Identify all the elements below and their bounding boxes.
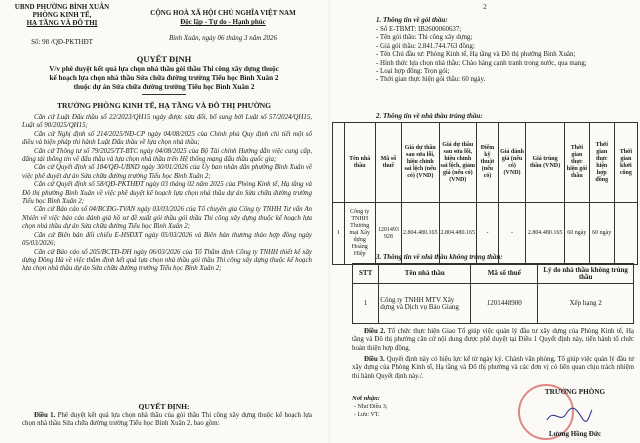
cell: 1201448900 (471, 284, 538, 324)
section-3-title: 3. Thông tin về nhà thầu không trúng thầu: (376, 253, 503, 261)
article-1 (22, 412, 312, 429)
cell: Công ty TNHH MTV Xây dựng và Dịch vụ Bảo Giang (379, 284, 471, 324)
col-header: STT (353, 264, 379, 284)
cell: 60 ngày (589, 203, 614, 265)
recipient-item: - Lưu: VT. (354, 411, 380, 418)
signer-name: Lương Hồng Đức (548, 430, 602, 438)
col-header: Mã số thuế (471, 264, 538, 284)
subject-rule (142, 94, 186, 95)
cell: 2.804.480.165 (526, 203, 565, 265)
cell: - (477, 203, 499, 265)
basis-item: Căn cứ Báo cáo số 04/BCĐG-TVAN ngày 03/03/2026 của Tổ chuyên gia Công ty TNHH Tư vấn An Nhiên về việc báo cáo đánh giá hồ sơ đề xuất gói thầu gói thầu Thi công xây dựng thuộc kế hoạch lựa chọn nhà thầu dự án Sửa chữa đường Tiểu học Bình Xuân 2; (22, 206, 312, 231)
cell (614, 203, 637, 265)
page-number: 2 (483, 3, 487, 11)
package-info (376, 26, 636, 85)
recipient-item: - Như Điều 3; (354, 404, 388, 410)
agency-line-1: UBND PHƯỜNG BÌNH XUÂN (14, 3, 110, 11)
col-header: Thời gian khởi công (614, 123, 637, 203)
article-1-text: Phê duyệt kết quả lựa chọn nhà thầu của gói thầu Thi công xây dựng thuộc kế hoạch lựa chọn nhà thầu Sửa chữa đường trường Tiểu học Bình Xuân 2, bao gồm: (22, 412, 312, 428)
package-info-item: - Tên Chủ đầu tư: Phòng Kinh tế, Hạ tầng và Đô thị phường Bình Xuân; (376, 51, 576, 59)
subject-line-2: kế hoạch lựa chọn nhà thầu Sửa chữa đường trường Tiểu học Bình Xuân 2 (49, 74, 279, 82)
col-header: Tên nhà thầu (379, 264, 471, 284)
article-2-text: Tổ chức thực hiện Giao Tổ giúp việc quản lý đầu tư xây dựng của Phòng Kinh tế, Hạ tầng và Đô thị phường căn cứ nội dung được phê duyệt tại Điều 1 Quyết định này, tiến hành tổ chức hoàn thiện hợp đồng. (352, 328, 634, 352)
basis-item: Căn cứ Biên bản đối chiếu E-HSĐXT ngày 05/03/2026 và Biên bản thương thảo hợp đồng ngày 05/03/2026; (22, 231, 312, 248)
article-3 (352, 356, 634, 381)
basis-item: Căn cứ Quyết định số 184/QĐ-UBND ngày 30/01/2026 của Ủy ban nhân dân phường Bình Xuân về việc phê duyệt dự án Sửa chữa đường trường Tiểu học Bình Xuân 2; (22, 164, 312, 180)
col-header: Tên nhà thầu (344, 123, 375, 203)
recipients-list (354, 404, 387, 419)
package-info-item: - Số E-TBMT: IB2600060637; (376, 26, 462, 33)
cell: Công ty TNHH Thương mại Xây dựng Hoàng Hiệp (344, 203, 375, 265)
cell: 2.804.480.165 (439, 203, 477, 265)
decision-page-2 (330, 0, 640, 443)
place-date: Bình Xuân, ngày 06 tháng 3 năm 2026 (168, 34, 278, 42)
article-3-label: Điều 3. (364, 356, 385, 363)
package-info-item: - Thời gian thực hiện gói thầu: 60 ngày. (376, 76, 486, 84)
losing-bidder-table (352, 263, 634, 324)
package-info-item: - Loại hợp đồng: Trọn gói; (376, 68, 450, 76)
cell: 1201493928 (375, 203, 401, 265)
basis-item: Căn cứ Quyết định số 58/QĐ-PKTHĐT ngày 03 tháng 02 năm 2025 của Phòng Kinh tế, Hạ tầng và Đô thị phường Bình Xuân về việc phê duyệt kế hoạch lựa chọn nhà thầu dự án Sửa chữa đường trường Tiểu học Bình Xuân 2; (22, 181, 312, 206)
article-3-text: Quyết định này có hiệu lực kể từ ngày ký. Chánh văn phòng, Tổ giúp việc quản lý đầu tư xây dựng của Phòng Kinh tế, Hạ tầng và Đô thị phường và các đơn vị có liên quan chịu trách nhiệm thi hành Quyết định này./. (352, 356, 634, 380)
package-info-item: - Giá gói thầu: 2.841.744.763 đồng; (376, 42, 475, 50)
col-header: Lý do nhà thầu không trúng thầu (538, 264, 634, 284)
agency-line-3: HẠ TẦNG VÀ ĐÔ THỊ (26, 19, 98, 27)
package-info-item: - Hình thức lựa chọn nhà thầu: Chào hàng cạnh tranh trong nước, qua mạng; (376, 59, 587, 67)
basis-item: Căn cứ Nghị định số 214/2025/NĐ-CP ngày 04/08/2025 của Chính phủ Quy định chi tiết một số điều và biện pháp thi hành Luật Đấu thầu về lựa chọn nhà thầu; (22, 130, 312, 147)
basis-item: Căn cứ Luật Đấu thầu số 22/2023/QH15 ngày được sửa đổi, bổ sung bởi Luật số 57/2024/QH15, Luật số 90/2025/QH15; (22, 114, 312, 130)
issuing-authority: TRƯỞNG PHÒNG KINH TẾ, HẠ TẦNG VÀ ĐÔ THỊ PHƯỜNG (56, 101, 272, 110)
basis-item: Căn cứ Thông tư số 79/2025/TT-BTC ngày 04/08/2025 của Bộ Tài chính Hướng dẫn việc cung cấp, đăng tải thông tin về đấu thầu và lựa chọn nhà thầu trên Hệ thống mạng đấu thầu quốc gia; (22, 147, 312, 164)
winning-bidder-table (332, 122, 638, 265)
cell: 2.804.480.165 (402, 203, 440, 265)
table-row (353, 284, 634, 324)
section-2-title: 2. Thông tin về nhà thầu trúng thầu: (376, 112, 483, 120)
cell: 60 ngày (564, 203, 589, 265)
signature-mark (544, 404, 594, 426)
subject-line-3: thuộc dự án Sửa chữa đường trường Tiểu học Bình Xuân 2 (73, 83, 255, 91)
article-2 (352, 328, 634, 353)
recipients-title: Nơi nhận: (352, 395, 380, 402)
col-header: Giá đánh giá (nếu có) (VND) (498, 123, 525, 203)
signer-title: TRƯỞNG PHÒNG (544, 388, 606, 396)
col-header: Thời gian thực hiện hợp đồng (589, 123, 614, 203)
document-number: Số: 98 /QĐ-PKTHĐT (31, 38, 93, 46)
package-info-item: - Tên gói thầu: Thi công xây dựng; (376, 34, 473, 42)
document-title: QUYẾT ĐỊNH (136, 54, 192, 64)
article-2-label: Điều 2. (364, 328, 386, 335)
col-header: Giá dự thầu sau sửa lỗi, hiệu chỉnh sai lệch (nếu có) (VND) (402, 123, 440, 203)
section-1-title: 1. Thông tin về gói thầu: (376, 16, 448, 24)
subject-line-1: V/v phê duyệt kết quả lựa chọn nhà thầu gói thầu Thi công xây dựng thuộc (49, 65, 279, 73)
cell: 1 (333, 203, 345, 265)
col-header: Giá trúng thầu (VND) (526, 123, 565, 203)
basis-item: Căn cứ Báo cáo số 205/BCTĐ-ĐH ngày 06/03/2026 của Tổ Thẩm định Công ty TNHH thiết kế xây dựng Đông Hà về việc thẩm định kết quả lựa chọn nhà thầu gói thầu Thi công xây dựng thuộc kế hoạch lựa chọn nhà thầu dự án Sửa chữa đường trường Tiểu học Bình Xuân 2; (22, 248, 312, 273)
cell: 1 (353, 284, 379, 324)
article-1-label: Điều 1. (34, 412, 56, 419)
cell: Xếp hạng 2 (538, 284, 634, 324)
cell: - (498, 203, 525, 265)
col-header: Điểm kỹ thuật (nếu có) (477, 123, 499, 203)
nation-motto: Độc lập - Tự do - Hạnh phúc (180, 18, 266, 26)
col-header: Mã số thuế (375, 123, 401, 203)
decides-heading: QUYẾT ĐỊNH: (138, 402, 190, 411)
legal-basis (22, 114, 312, 274)
agency-line-2: PHÒNG KINH TẾ, (32, 11, 92, 19)
nation-name: CỘNG HOÀ XÃ HỘI CHỦ NGHĨA VIỆT NAM (150, 9, 296, 17)
col-header: Giá dự thầu sau sửa lỗi, hiệu chỉnh sai lệch, giảm giá (nếu có) (VND) (439, 123, 477, 203)
col-header: Thời gian thực hiện gói thầu (564, 123, 589, 203)
